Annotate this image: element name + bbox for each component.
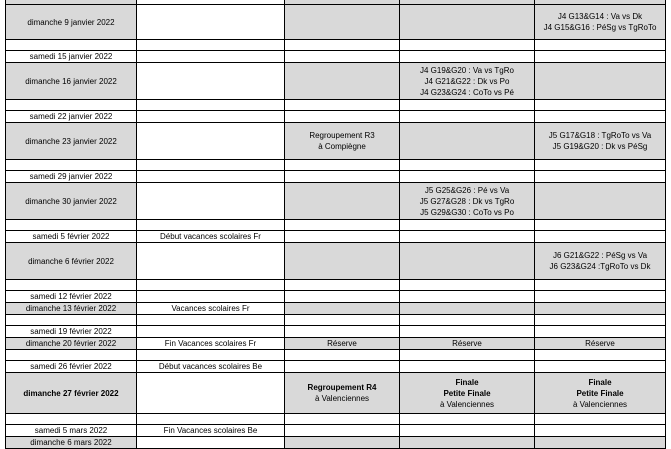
date-cell: dimanche 16 janvier 2022 bbox=[6, 63, 137, 100]
match-cell bbox=[285, 160, 400, 171]
note-cell: Fin Vacances scolaires Fr bbox=[137, 338, 285, 350]
date-cell bbox=[6, 160, 137, 171]
date-cell: samedi 19 février 2022 bbox=[6, 326, 137, 338]
match-cell bbox=[400, 350, 535, 361]
match-cell bbox=[285, 183, 400, 220]
match-line: à Valenciennes bbox=[314, 394, 370, 403]
match-cell bbox=[535, 160, 666, 171]
schedule-row bbox=[6, 414, 666, 425]
schedule-row bbox=[6, 280, 666, 291]
match-cell bbox=[400, 40, 535, 51]
match-cell bbox=[535, 350, 666, 361]
match-line: à Valenciennes bbox=[572, 399, 628, 409]
date-cell: samedi 22 janvier 2022 bbox=[6, 111, 137, 123]
note-cell bbox=[137, 111, 285, 123]
match-cell bbox=[400, 100, 535, 111]
schedule-row bbox=[6, 123, 666, 160]
note-cell bbox=[137, 350, 285, 361]
match-cell bbox=[285, 350, 400, 361]
schedule-row bbox=[6, 373, 666, 414]
note-cell bbox=[137, 326, 285, 338]
match-cell bbox=[535, 63, 666, 100]
match-cell bbox=[400, 5, 535, 40]
date-cell: samedi 5 mars 2022 bbox=[6, 425, 137, 437]
note-cell: Début vacances scolaires Be bbox=[137, 361, 285, 373]
date-cell: dimanche 13 février 2022 bbox=[6, 303, 137, 315]
schedule-row bbox=[6, 361, 666, 373]
schedule-row bbox=[6, 338, 666, 350]
date-cell bbox=[6, 40, 137, 51]
match-cell bbox=[285, 425, 400, 437]
date-cell bbox=[6, 100, 137, 111]
match-cell bbox=[400, 291, 535, 303]
match-cell bbox=[285, 63, 400, 100]
schedule-row bbox=[6, 315, 666, 326]
note-cell: Vacances scolaires Fr bbox=[137, 303, 285, 315]
match-cell bbox=[400, 303, 535, 315]
match-line: J5 G27&G28 : Dk vs TgRo bbox=[419, 196, 515, 206]
date-cell: dimanche 20 février 2022 bbox=[6, 338, 137, 350]
match-cell bbox=[400, 373, 535, 414]
schedule-row bbox=[6, 326, 666, 338]
match-cell bbox=[400, 171, 535, 183]
schedule-row bbox=[6, 63, 666, 100]
schedule-row bbox=[6, 350, 666, 361]
match-line: J4 G19&G20 : Va vs TgRo bbox=[420, 65, 514, 75]
match-cell bbox=[535, 243, 666, 280]
date-cell: dimanche 6 mars 2022 bbox=[6, 437, 137, 449]
match-cell bbox=[535, 361, 666, 373]
match-line: à Compiègne bbox=[318, 142, 366, 151]
date-cell: dimanche 23 janvier 2022 bbox=[6, 123, 137, 160]
schedule-row bbox=[6, 171, 666, 183]
match-cell bbox=[535, 291, 666, 303]
date-cell bbox=[6, 315, 137, 326]
date-cell: dimanche 30 janvier 2022 bbox=[6, 183, 137, 220]
match-cell bbox=[285, 111, 400, 123]
date-cell bbox=[6, 220, 137, 231]
match-line: J5 G29&G30 : CoTo vs Po bbox=[420, 207, 514, 217]
match-cell bbox=[535, 183, 666, 220]
match-cell bbox=[285, 361, 400, 373]
note-cell bbox=[137, 51, 285, 63]
note-cell bbox=[137, 171, 285, 183]
date-cell: samedi 15 janvier 2022 bbox=[6, 51, 137, 63]
match-line: J5 G17&G18 : TgRoTo vs Va bbox=[548, 131, 652, 140]
match-cell bbox=[285, 51, 400, 63]
note-cell bbox=[137, 160, 285, 171]
match-cell bbox=[535, 315, 666, 326]
match-cell bbox=[400, 425, 535, 437]
note-cell bbox=[137, 243, 285, 280]
match-cell bbox=[400, 111, 535, 123]
match-line: J4 G13&G14 : Va vs Dk bbox=[557, 12, 643, 21]
match-cell bbox=[400, 243, 535, 280]
match-cell bbox=[535, 51, 666, 63]
note-cell: Fin Vacances scolaires Be bbox=[137, 425, 285, 437]
match-cell bbox=[400, 414, 535, 425]
match-cell bbox=[285, 123, 400, 160]
match-line: Finale bbox=[455, 377, 479, 387]
schedule-row bbox=[6, 231, 666, 243]
match-cell bbox=[285, 326, 400, 338]
schedule-row bbox=[6, 220, 666, 231]
note-cell bbox=[137, 123, 285, 160]
match-cell bbox=[285, 338, 400, 350]
note-cell bbox=[137, 220, 285, 231]
schedule-row bbox=[6, 183, 666, 220]
schedule-row bbox=[6, 5, 666, 40]
date-cell: samedi 5 février 2022 bbox=[6, 231, 137, 243]
note-cell bbox=[137, 437, 285, 449]
match-cell bbox=[535, 303, 666, 315]
match-line: J4 G23&G24 : CoTo vs Pé bbox=[420, 87, 514, 97]
match-cell bbox=[285, 414, 400, 425]
match-cell bbox=[400, 280, 535, 291]
match-cell bbox=[535, 40, 666, 51]
match-cell bbox=[285, 40, 400, 51]
match-cell bbox=[535, 280, 666, 291]
match-cell bbox=[400, 338, 535, 350]
match-cell bbox=[285, 315, 400, 326]
match-cell bbox=[400, 183, 535, 220]
schedule-row bbox=[6, 160, 666, 171]
schedule-row bbox=[6, 100, 666, 111]
match-cell bbox=[535, 373, 666, 414]
schedule-row bbox=[6, 437, 666, 449]
note-cell bbox=[137, 315, 285, 326]
date-cell: dimanche 27 février 2022 bbox=[6, 373, 137, 414]
match-cell bbox=[535, 5, 666, 40]
match-cell bbox=[535, 100, 666, 111]
match-cell bbox=[400, 63, 535, 100]
match-cell bbox=[285, 437, 400, 449]
match-cell bbox=[285, 220, 400, 231]
match-cell bbox=[535, 414, 666, 425]
note-cell bbox=[137, 5, 285, 40]
match-line: J4 G21&G22 : Dk vs Po bbox=[424, 76, 510, 86]
match-line: Petite Finale bbox=[443, 388, 491, 398]
match-cell bbox=[535, 171, 666, 183]
match-cell bbox=[285, 100, 400, 111]
date-cell: dimanche 6 février 2022 bbox=[6, 243, 137, 280]
date-cell: samedi 12 février 2022 bbox=[6, 291, 137, 303]
match-cell bbox=[535, 111, 666, 123]
date-cell bbox=[6, 280, 137, 291]
match-cell bbox=[285, 303, 400, 315]
match-line: Réserve bbox=[327, 339, 357, 348]
note-cell bbox=[137, 63, 285, 100]
schedule-row bbox=[6, 243, 666, 280]
schedule-row bbox=[6, 291, 666, 303]
schedule-table bbox=[5, 0, 666, 449]
note-cell bbox=[137, 414, 285, 425]
match-cell bbox=[400, 326, 535, 338]
note-cell bbox=[137, 280, 285, 291]
match-line: J4 G15&G16 : PéSg vs TgRoTo bbox=[543, 23, 657, 32]
match-cell bbox=[285, 231, 400, 243]
match-cell bbox=[400, 315, 535, 326]
match-cell bbox=[285, 171, 400, 183]
schedule-row bbox=[6, 303, 666, 315]
schedule-row bbox=[6, 51, 666, 63]
match-line: J5 G19&G20 : Dk vs PéSg bbox=[552, 142, 648, 151]
match-line: Regroupement R3 bbox=[309, 131, 375, 140]
schedule-row bbox=[6, 425, 666, 437]
match-line: Réserve bbox=[452, 339, 482, 348]
match-line: Petite Finale bbox=[576, 388, 624, 398]
date-cell: samedi 26 février 2022 bbox=[6, 361, 137, 373]
match-cell bbox=[400, 160, 535, 171]
match-cell bbox=[400, 123, 535, 160]
schedule-row bbox=[6, 40, 666, 51]
match-line: J6 G23&G24 :TgRoTo vs Dk bbox=[549, 262, 651, 271]
match-line: à Valenciennes bbox=[439, 399, 495, 409]
match-cell bbox=[535, 326, 666, 338]
schedule-row bbox=[6, 111, 666, 123]
match-cell bbox=[535, 220, 666, 231]
date-cell bbox=[6, 414, 137, 425]
note-cell bbox=[137, 100, 285, 111]
note-cell bbox=[137, 40, 285, 51]
match-cell bbox=[535, 123, 666, 160]
match-cell bbox=[400, 361, 535, 373]
match-cell bbox=[285, 5, 400, 40]
match-cell bbox=[400, 51, 535, 63]
date-cell: samedi 29 janvier 2022 bbox=[6, 171, 137, 183]
match-line: J5 G25&G26 : Pé vs Va bbox=[424, 185, 510, 195]
match-cell bbox=[285, 280, 400, 291]
match-cell bbox=[400, 220, 535, 231]
match-cell bbox=[400, 231, 535, 243]
note-cell: Début vacances scolaires Fr bbox=[137, 231, 285, 243]
match-cell bbox=[535, 437, 666, 449]
match-line: Regroupement R4 bbox=[307, 383, 377, 392]
match-cell bbox=[285, 373, 400, 414]
match-cell bbox=[535, 231, 666, 243]
note-cell bbox=[137, 291, 285, 303]
match-line: Réserve bbox=[585, 339, 615, 348]
match-cell bbox=[285, 291, 400, 303]
note-cell bbox=[137, 183, 285, 220]
match-cell bbox=[400, 437, 535, 449]
match-line: J6 G21&G22 : PéSg vs Va bbox=[552, 251, 648, 260]
note-cell bbox=[137, 373, 285, 414]
match-line: Finale bbox=[588, 377, 612, 387]
match-cell bbox=[535, 338, 666, 350]
date-cell: dimanche 9 janvier 2022 bbox=[6, 5, 137, 40]
match-cell bbox=[535, 425, 666, 437]
date-cell bbox=[6, 350, 137, 361]
match-cell bbox=[285, 243, 400, 280]
